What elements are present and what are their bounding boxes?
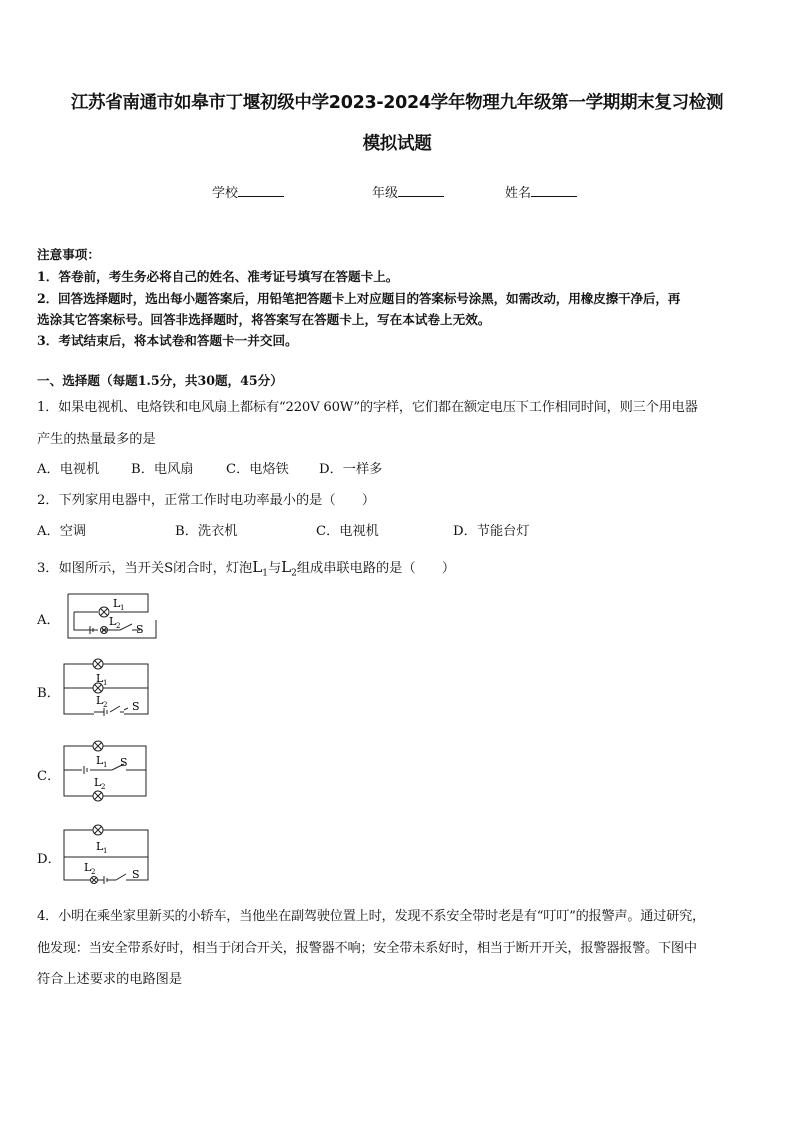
question-1-text: 1．如果电视机、电烙铁和电风扇上都标有“220V 60W”的字样，它们都在额定电压下工作相同时间，则三个用电器: [37, 400, 698, 415]
label-l1-sub: 1: [103, 761, 108, 769]
circuit-diagram-a[interactable]: [60, 588, 156, 644]
label-l1-sub: 1: [103, 679, 108, 687]
label-s: S: [136, 623, 144, 636]
label-s: S: [132, 868, 140, 881]
grade-label: 年级: [372, 186, 399, 201]
question-4-text: 4．小明在乘坐家里新买的小轿车，当他坐在副驾驶位置上时，发现不系安全带时老是有“叮叮”的报警声。通过研究，: [37, 909, 705, 924]
label-l2: L: [84, 861, 92, 874]
label-s: S: [120, 756, 128, 769]
circuit-diagram-d[interactable]: [60, 824, 155, 884]
q3-l1: L: [252, 558, 263, 576]
notes-heading: 注意事项：: [37, 247, 100, 262]
exam-title-line2: 模拟试题: [362, 134, 432, 154]
note-item: 3．考试结束后，将本试卷和答题卡一并交回。: [37, 333, 298, 348]
label-l1: L: [96, 754, 104, 767]
label-l2-sub: 2: [116, 622, 121, 630]
q2-option-d[interactable]: D．节能台灯: [453, 524, 530, 539]
label-l1: L: [113, 597, 121, 610]
q3-text-b: 组成串联电路的是（ ）: [296, 561, 456, 576]
section-heading: 一、选择题（每题1.5分，共30题，45分）: [37, 373, 283, 388]
note-item: 选涂其它答案标号。回答非选择题时，将答案写在答题卡上，写在本试卷上无效。: [37, 312, 491, 327]
label-l2: L: [96, 694, 104, 707]
label-l2: L: [109, 615, 117, 628]
grade-blank[interactable]: [398, 184, 444, 197]
label-l2-sub: 2: [101, 783, 106, 791]
note-item: 1．答卷前，考生务必将自己的姓名、准考证号填写在答题卡上。: [37, 269, 399, 284]
q3-option-c[interactable]: C．: [37, 769, 61, 784]
circuit-diagram-c[interactable]: [60, 740, 155, 800]
q3-option-a[interactable]: A．: [37, 613, 60, 628]
question-2-text: 2．下列家用电器中，正常工作时电功率最小的是（ ）: [37, 493, 376, 508]
label-l1-sub: 1: [120, 604, 125, 612]
school-label: 学校: [212, 186, 239, 201]
label-l2-sub: 2: [103, 701, 108, 709]
q3-text-a: 3．如图所示，当开关S闭合时，灯泡: [37, 561, 253, 576]
q3-option-d[interactable]: D．: [37, 852, 61, 867]
question-4-text-cont: 符合上述要求的电路图是: [37, 972, 183, 987]
school-blank[interactable]: [238, 184, 284, 197]
q1-option-b[interactable]: B．电风扇: [131, 462, 194, 477]
name-blank[interactable]: [531, 184, 577, 197]
q3-mid: 与: [267, 561, 282, 576]
q1-option-a[interactable]: A．电视机: [37, 462, 100, 477]
q3-l2: L: [281, 558, 292, 576]
q1-option-d[interactable]: D．一样多: [319, 462, 383, 477]
label-l2-sub: 2: [91, 868, 96, 876]
label-s: S: [132, 700, 140, 713]
q2-option-b[interactable]: B．洗衣机: [175, 524, 238, 539]
q1-option-c[interactable]: C．电烙铁: [226, 462, 289, 477]
name-field: [505, 182, 577, 201]
question-4-text-cont: 他发现：当安全带系好时，相当于闭合开关，报警器不响；安全带未系好时，相当于断开开关，报警器报警。下图中: [37, 941, 697, 956]
label-l1-sub: 1: [103, 847, 108, 855]
label-l1: L: [96, 840, 104, 853]
q3-l2-sub: 2: [291, 568, 297, 579]
q2-option-a[interactable]: A．空调: [37, 524, 87, 539]
q3-l1-sub: 1: [262, 568, 268, 579]
circuit-diagram-b[interactable]: [60, 658, 155, 718]
question-3-text: [37, 557, 455, 579]
school-field: [212, 182, 284, 201]
q3-option-b[interactable]: B．: [37, 686, 60, 701]
label-l1: L: [96, 672, 104, 685]
note-item: 2．回答选择题时，选出每小题答案后，用铅笔把答题卡上对应题目的答案标号涂黑，如需改动，用橡皮擦干净后，再: [37, 291, 681, 306]
grade-field: [372, 182, 444, 201]
q2-option-c[interactable]: C．电视机: [316, 524, 379, 539]
name-label: 姓名: [505, 186, 532, 201]
question-1-text-cont: 产生的热量最多的是: [37, 432, 156, 447]
label-l2: L: [94, 776, 102, 789]
exam-title-line1: 江苏省南通市如皋市丁堰初级中学2023-2024学年物理九年级第一学期期末复习检测: [70, 93, 724, 113]
